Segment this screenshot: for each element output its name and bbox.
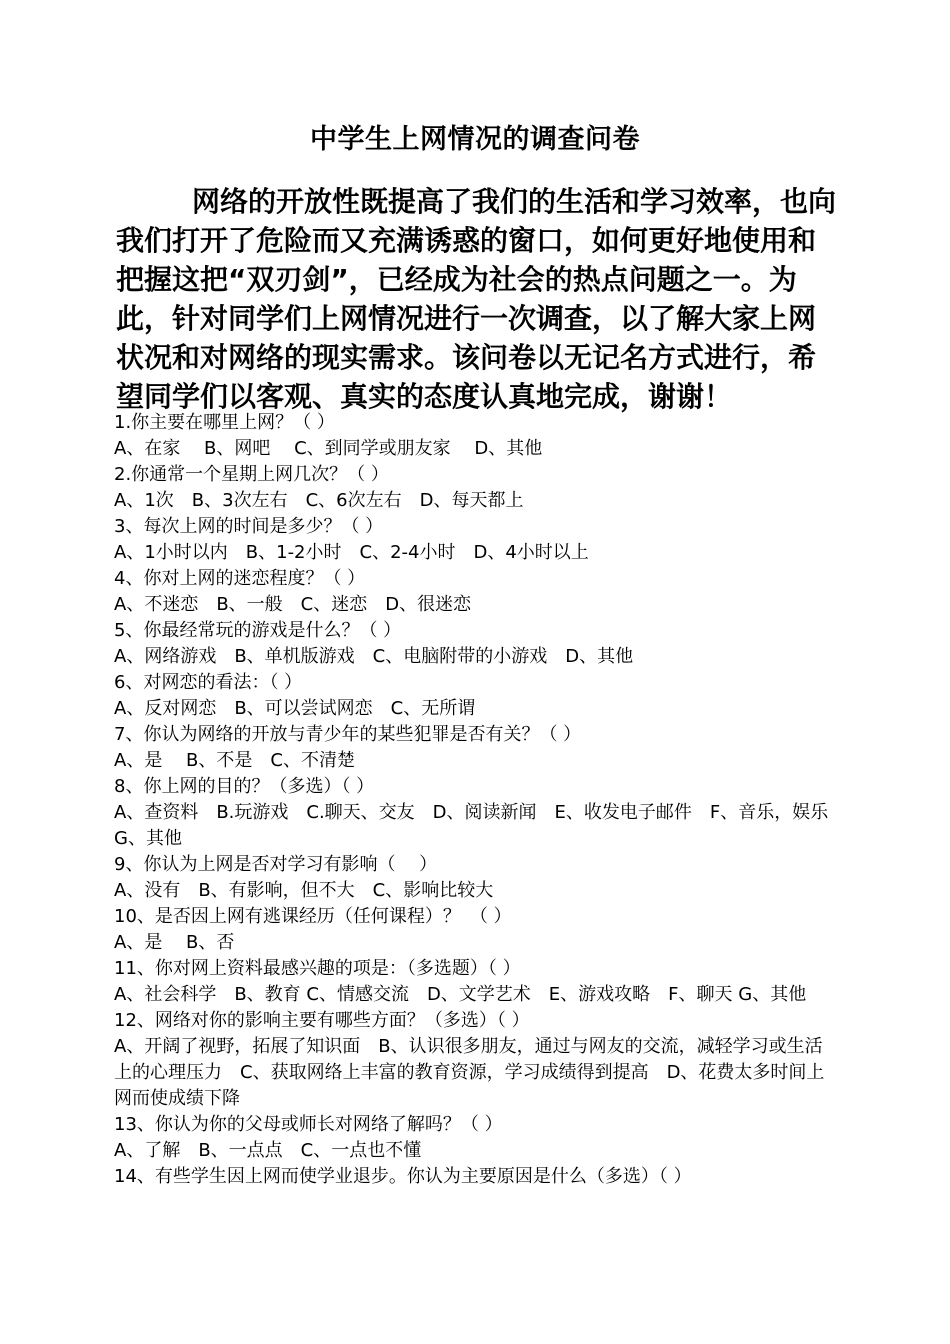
question-9: 9、你认为上网是否对学习有影响（ ）: [114, 854, 438, 875]
answer-options-7: A、是 B、不是 C、不清楚: [114, 750, 355, 771]
question-13: 13、你认为你的父母或师长对网络了解吗？（ ）: [114, 1114, 503, 1135]
question-4: 4、你对上网的迷恋程度？（ ）: [114, 568, 366, 589]
answer-options-11: A、社会科学 B、教育 C、情感交流 D、文学艺术 E、游戏攻略 F、聊天 G、其他: [114, 984, 807, 1005]
question-8: 8、你上网的目的？（多选）（ ）: [114, 776, 375, 797]
answer-options-12: A、开阔了视野，拓展了知识面 B、认识很多朋友，通过与网友的交流，减轻学习或生活上的心理压力 C、获取网络上丰富的教育资源，学习成绩得到提高 D、花费太多时间上网而使成绩下降: [114, 1036, 825, 1109]
answer-options-13: A、了解 B、一点点 C、一点也不懂: [114, 1140, 422, 1161]
question-6: 6、对网恋的看法：（ ）: [114, 672, 303, 693]
answer-options-4: A、不迷恋 B、一般 C、迷恋 D、很迷恋: [114, 594, 472, 615]
question-3: 3、每次上网的时间是多少？（ ）: [114, 516, 384, 537]
answer-options-5: A、网络游戏 B、单机版游戏 C、电脑附带的小游戏 D、其他: [114, 646, 634, 667]
page-title: 中学生上网情况的调查问卷: [310, 124, 640, 155]
answer-options-8: A、查资料 B.玩游戏 C.聊天、交友 D、阅读新闻 E、收发电子邮件 F、音乐，娱乐 G、其他: [114, 802, 847, 849]
question-12: 12、网络对你的影响主要有哪些方面？（多选）（ ）: [114, 1010, 530, 1031]
answer-options-9: A、没有 B、有影响，但不大 C、影响比较大: [114, 880, 494, 901]
answer-options-10: A、是 B、否: [114, 932, 235, 953]
question-10: 10、是否因上网有逃课经历（任何课程）？ （ ）: [114, 906, 512, 927]
question-7: 7、你认为网络的开放与青少年的某些犯罪是否有关？（ ）: [114, 724, 582, 745]
answer-options-1: A、在家 B、网吧 C、到同学或朋友家 D、其他: [114, 438, 543, 459]
answer-options-6: A、反对网恋 B、可以尝试网恋 C、无所谓: [114, 698, 476, 719]
answer-options-3: A、1小时以内 B、1-2小时 C、2-4小时 D、4小时以上: [114, 542, 589, 563]
question-14: 14、有些学生因上网而使学业退步。你认为主要原因是什么（多选）（ ）: [114, 1166, 692, 1187]
intro-paragraph: 网络的开放性既提高了我们的生活和学习效率，也向我们打开了危险而又充满诱惑的窗口，如何更好地使用和把握这把“双刃剑”，已经成为社会的热点问题之一。为此，针对同学们上网情况进行一次调查，以了解大家上网状况和对网络的现实需求。该问卷以无记名方式进行，希望同学们以客观、真实的态度认真地完成，谢谢！: [116, 185, 837, 413]
question-2: 2.你通常一个星期上网几次？（ ）: [114, 464, 389, 485]
question-list: [114, 410, 847, 1190]
answer-options-2: A、1次 B、3次左右 C、6次左右 D、每天都上: [114, 490, 524, 511]
question-1: 1.你主要在哪里上网？（ ）: [114, 412, 335, 433]
question-5: 5、你最经常玩的游戏是什么？（ ）: [114, 620, 402, 641]
question-11: 11、你对网上资料最感兴趣的项是：（多选题）（ ）: [114, 958, 521, 979]
